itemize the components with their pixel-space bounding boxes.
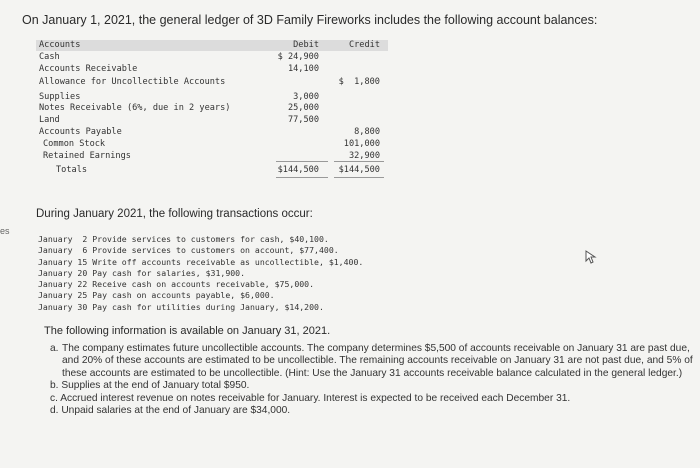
account-name: Accounts Receivable: [39, 64, 138, 74]
transaction-line: January 25 Pay cash on accounts payable, $6,000.: [38, 290, 275, 301]
table-row: [36, 139, 388, 150]
credit-value: 32,900: [348, 151, 380, 161]
table-row: [36, 52, 388, 63]
table-row: [36, 127, 388, 138]
account-name: Land: [39, 115, 60, 125]
debit-value: $ 24,900: [277, 52, 319, 62]
info-heading: The following information is available on January 31, 2021.: [44, 325, 331, 337]
intro-text: On January 1, 2021, the general ledger of 3D Family Fireworks includes the following account balances:: [22, 13, 598, 27]
account-name: Cash: [39, 52, 60, 62]
item-a: [50, 343, 696, 380]
totals-label: Totals: [56, 165, 88, 175]
totals-row: [36, 165, 388, 176]
transaction-line: January 20 Pay cash for salaries, $31,900.: [38, 267, 246, 278]
account-name: Accounts Payable: [39, 127, 122, 137]
account-name: Retained Earnings: [43, 151, 131, 161]
credit-value: $ 1,800: [338, 77, 380, 87]
credit-total: $144,500: [338, 165, 380, 175]
transactions-list: [38, 234, 363, 313]
table-header-row: [36, 40, 388, 51]
table-row: [36, 115, 388, 126]
item-a-label: a.: [50, 343, 59, 354]
debit-total-rule: [276, 161, 328, 162]
transaction-line: January 2 Provide services to customers for cash, $40,100.: [38, 234, 329, 244]
transactions-heading: During January 2021, the following transactions occur:: [36, 208, 313, 220]
account-balances-table: [36, 40, 388, 180]
mouse-cursor-icon: [585, 250, 597, 269]
table-row: [36, 92, 388, 103]
item-b: b. Supplies at the end of January total $950.: [50, 380, 250, 392]
account-name: Notes Receivable (6%, due in 2 years): [39, 103, 231, 113]
item-d: d. Unpaid salaries at the end of January are $34,000.: [50, 405, 291, 417]
table-row: [36, 64, 388, 75]
debit-double-rule: [276, 177, 328, 178]
account-name: Allowance for Uncollectible Accounts: [39, 77, 226, 87]
debit-value: 77,500: [287, 115, 319, 125]
transaction-line: January 6 Provide services to customers on account, $77,400.: [38, 245, 339, 256]
left-edge-text: es: [0, 226, 10, 236]
debit-total: $144,500: [277, 165, 319, 175]
debit-value: 14,100: [287, 64, 319, 74]
debit-value: 25,000: [287, 103, 319, 113]
transaction-line: January 22 Receive cash on accounts receivable, $75,000.: [38, 279, 315, 290]
table-row: [36, 77, 388, 88]
debit-value: 3,000: [293, 92, 319, 102]
adjustments-list: [50, 343, 696, 417]
credit-value: 101,000: [343, 139, 380, 149]
credit-total-rule: [334, 161, 384, 162]
credit-value: 8,800: [354, 127, 380, 137]
table-row: [36, 103, 388, 114]
credit-double-rule: [334, 177, 384, 178]
transaction-line: January 30 Pay cash for utilities during January, $14,200.: [38, 301, 324, 312]
header-credit: Credit: [348, 40, 380, 50]
item-c: c. Accrued interest revenue on notes receivable for January. Interest is expected to be received each December 31.: [50, 392, 571, 404]
account-name: Common Stock: [43, 139, 106, 149]
header-accounts: Accounts: [39, 40, 81, 50]
transaction-line: January 15 Write off accounts receivable as uncollectible, $1,400.: [38, 256, 364, 267]
header-debit: Debit: [293, 40, 319, 50]
account-name: Supplies: [39, 92, 81, 102]
item-a-text: The company estimates future uncollectible accounts. The company determines $5,500 of accounts receivable on January 31 are past due, and 20% of these accounts are estimated to be uncollectible. The remaining accounts receivable on January 31 are not past due, and 5% of these accounts are estimated to be uncollectible. (Hint: Use the January 31 accounts receivable balance calculated in the general ledger.): [62, 343, 693, 379]
